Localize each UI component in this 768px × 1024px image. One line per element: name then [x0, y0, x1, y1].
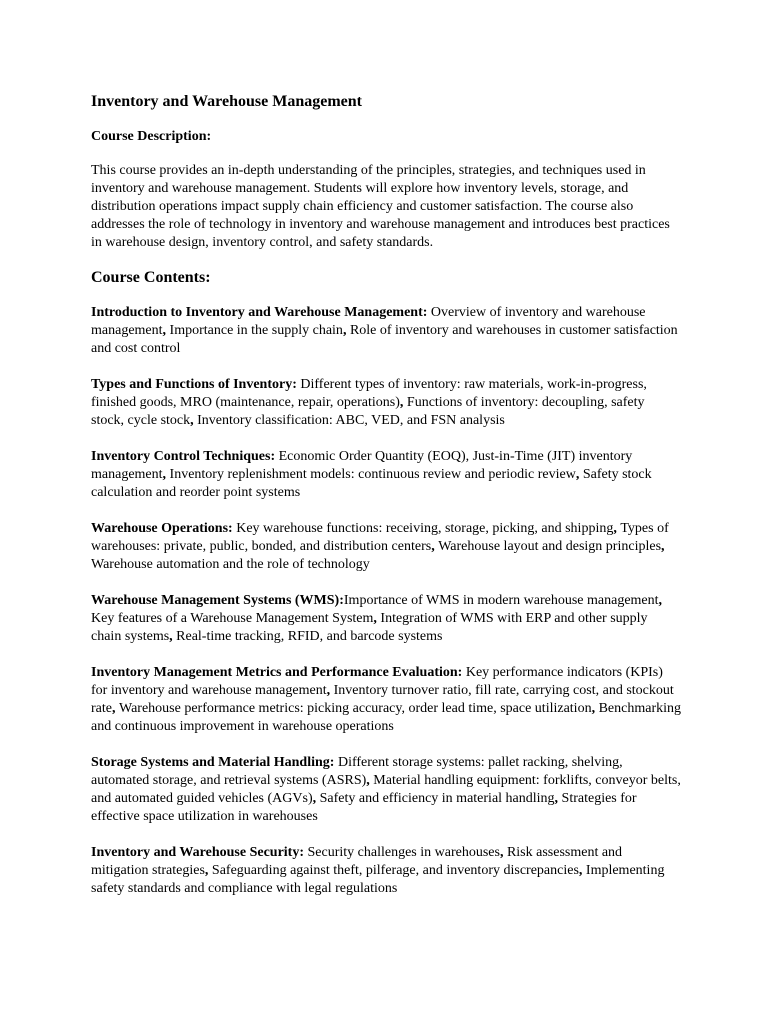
course-section	[91, 376, 681, 430]
document-page	[91, 92, 681, 916]
section-item: Importance of WMS in modern warehouse management	[343, 593, 659, 608]
section-item: , Key features of a Warehouse Management System	[91, 593, 662, 626]
course-section	[91, 592, 681, 646]
section-item: Different types of inventory: raw materials, work-in-progress, finished goods, MRO (maintenance, repair, operations)	[91, 377, 647, 410]
description-paragraph: This course provides an in-depth understanding of the principles, strategies, and techniques used in inventory and warehouse management. Students will explore how inventory levels, storage, and distribution operations impact supply chain efficiency and customer satisfaction. The course also addresses the role of technology in inventory and warehouse management and introduces best practices in warehouse design, inventory control, and safety standards.	[91, 163, 670, 250]
section-item: , Risk assessment and mitigation strategies	[91, 845, 622, 878]
section-title: Inventory and Warehouse Security:	[91, 845, 304, 860]
section-item: Security challenges in warehouses	[307, 845, 500, 860]
section-item: , Integration of WMS with ERP and other supply chain systems	[91, 611, 648, 644]
section-title: Warehouse Management Systems (WMS):	[91, 593, 344, 608]
section-item: , Importance in the supply chain	[163, 323, 343, 338]
contents-heading: Course Contents:	[91, 269, 211, 286]
section-item: , Implementing safety standards and compliance with legal regulations	[91, 863, 664, 896]
document-title: Inventory and Warehouse Management	[91, 93, 362, 110]
course-section	[91, 304, 681, 358]
section-item: , Types of warehouses: private, public, bonded, and distribution centers	[91, 521, 669, 554]
course-sections	[91, 304, 681, 898]
course-section	[91, 664, 681, 736]
section-item: Key warehouse functions: receiving, storage, picking, and shipping	[236, 521, 614, 536]
section-title: Inventory Control Techniques:	[91, 449, 276, 464]
section-item: , Inventory classification: ABC, VED, and FSN analysis	[190, 413, 505, 428]
section-item: , Safety stock calculation and reorder point systems	[91, 467, 652, 500]
section-item: , Material handling equipment: forklifts, conveyor belts, and automated guided vehicles (AGVs)	[91, 773, 681, 806]
section-item: , Warehouse automation and the role of technology	[91, 539, 665, 572]
section-item: Key performance indicators (KPIs) for inventory and warehouse management	[91, 665, 663, 698]
section-item: , Strategies for effective space utilization in warehouses	[91, 791, 637, 824]
section-item: Overview of inventory and warehouse management	[91, 305, 646, 338]
section-title: Inventory Management Metrics and Performance Evaluation:	[91, 665, 463, 680]
section-item: , Safeguarding against theft, pilferage, and inventory discrepancies	[205, 863, 579, 878]
section-item: Different storage systems: pallet racking, shelving, automated storage, and retrieval systems (ASRS)	[91, 755, 623, 788]
section-item: , Functions of inventory: decoupling, safety stock, cycle stock	[91, 395, 645, 428]
section-item: , Warehouse performance metrics: picking accuracy, order lead time, space utilization	[112, 701, 592, 716]
section-item: , Role of inventory and warehouses in customer satisfaction and cost control	[91, 323, 678, 356]
section-item: Economic Order Quantity (EOQ), Just-in-Time (JIT) inventory management	[91, 449, 633, 482]
section-title: Introduction to Inventory and Warehouse Management:	[91, 305, 428, 320]
section-item: , Warehouse layout and design principles	[431, 539, 661, 554]
course-section	[91, 754, 681, 826]
section-title: Types and Functions of Inventory:	[91, 377, 297, 392]
course-section	[91, 448, 681, 502]
section-item: , Benchmarking and continuous improvement in warehouse operations	[91, 701, 681, 734]
description-heading: Course Description:	[91, 129, 212, 144]
course-section	[91, 520, 681, 574]
course-section	[91, 844, 681, 898]
section-title: Warehouse Operations:	[91, 521, 233, 536]
section-item: , Inventory turnover ratio, fill rate, carrying cost, and stockout rate	[91, 683, 674, 716]
section-item: , Real-time tracking, RFID, and barcode systems	[169, 629, 442, 644]
section-item: , Safety and efficiency in material handling	[313, 791, 555, 806]
section-item: , Inventory replenishment models: continuous review and periodic review	[163, 467, 576, 482]
section-title: Storage Systems and Material Handling:	[91, 755, 335, 770]
